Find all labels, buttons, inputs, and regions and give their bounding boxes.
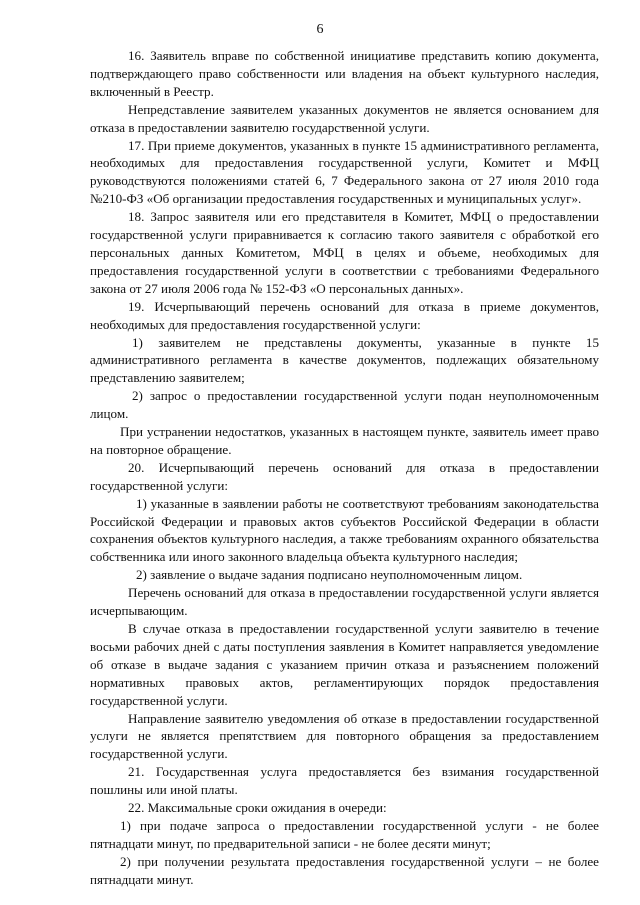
page-number: 6 (316, 22, 324, 37)
paragraph-20-item-1: 1) указанные в заявлении работы не соответствуют требованиям законодательства Российской Федерации и правовых актов субъектов Российской Федерации в области сохранения объектов культурного наследия, а также требованиям охранного обязательства собственника или иного законного владельца объекта культурного наследия; (90, 495, 599, 565)
paragraph-22-item-2: 2) при получении результата предоставления государственной услуги – не более пятнадцати минут. (90, 853, 599, 887)
paragraph-20-note-refusal: В случае отказа в предоставлении государственной услуги заявителю в течение восьми рабочих дней с даты поступления заявления в Комитет направляется уведомление об отказе в выдаче задания с указанием причин отказа и разъяснением положений нормативных правовых актов, регламентирующих порядок предоставления государственной услуги. (90, 621, 599, 708)
paragraph-20-note-exhaustive: Перечень оснований для отказа в предоставлении государственной услуги является исчерпывающим. (90, 585, 599, 619)
paragraph-20: 20. Исчерпывающий перечень оснований для отказа в предоставлении государственной услуги: (90, 459, 599, 493)
paragraph-19: 19. Исчерпывающий перечень оснований для отказа в приеме документов, необходимых для предоставления государственной услуги: (90, 298, 599, 332)
document-body (90, 47, 599, 889)
paragraph-17: 17. При приеме документов, указанных в пункте 15 административного регламента, необходимых для предоставления государственной услуги, Комитет и МФЦ руководствуются положениями статей 6, 7 Федерального закона от 27 июля 2010 года №210-ФЗ «Об организации предоставления государственных и муниципальных услуг». (90, 137, 599, 207)
paragraph-22: 22. Максимальные сроки ожидания в очереди: (128, 800, 387, 816)
paragraph-16-note: Непредставление заявителем указанных документов не является основанием для отказа в предоставлении заявителю государственной услуги. (90, 101, 599, 135)
paragraph-19-item-2: 2) запрос о предоставлении государственной услуги подан неуполномоченным лицом. (90, 388, 599, 422)
paragraph-22-item-1: 1) при подаче запроса о предоставлении государственной услуги - не более пятнадцати минут, по предварительной записи - не более десяти минут; (90, 817, 599, 851)
paragraph-20-note-repeat: Направление заявителю уведомления об отказе в предоставлении государственной услуги не является препятствием для повторного обращения за предоставлением государственной услуги. (90, 710, 599, 762)
paragraph-19-note: При устранении недостатков, указанных в настоящем пункте, заявитель имеет право на повторное обращение. (90, 424, 599, 457)
paragraph-19-item-1: 1) заявителем не представлены документы, указанные в пункте 15 административного регламента в качестве документов, подлежащих обязательному представлению заявителем; (90, 334, 599, 386)
paragraph-16: 16. Заявитель вправе по собственной инициативе представить копию документа, подтверждающего право собственности или владения на объект культурного наследия, включенный в Реестр. (90, 48, 599, 99)
paragraph-21: 21. Государственная услуга предоставляется без взимания государственной пошлины или иной платы. (90, 764, 599, 798)
paragraph-18: 18. Запрос заявителя или его представителя в Комитет, МФЦ о предоставлении государственной услуги приравнивается к согласию такого заявителя с обработкой его персональных данных Комитетом, МФЦ в целях и объеме, необходимых для предоставления государственной услуги в соответствии с требованиями Федерального закона от 27 июля 2006 года № 152-ФЗ «О персональных данных». (90, 209, 599, 296)
paragraph-20-item-2: 2) заявление о выдаче задания подписано неуполномоченным лицом. (136, 567, 523, 583)
